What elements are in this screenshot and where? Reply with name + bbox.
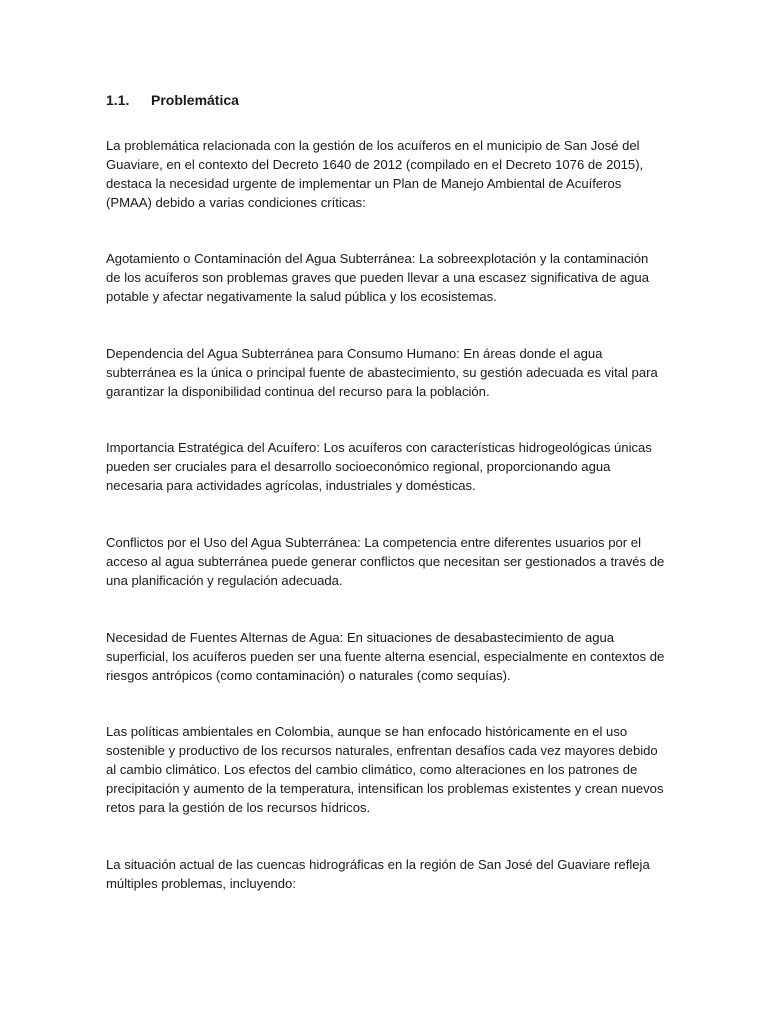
paragraph-importancia: Importancia Estratégica del Acuífero: Los acuíferos con características hidrogeológicas únicas pueden ser cruciales para el desarrollo socioeconómico regional, proporcionando agua necesaria para actividades agrícolas, industriales y domésticas. xyxy=(106,440,652,493)
section-number: 1.1. xyxy=(106,92,130,108)
paragraph-politicas: Las políticas ambientales en Colombia, aunque se han enfocado históricamente en el uso sostenible y productivo de los recursos naturales, enfrentan desafíos cada vez mayores debido al cambio climático. Los efectos del cambio climático, como alteraciones en los patrones de precipitación y aumento de la temperatura, intensifican los problemas existentes y crean nuevos retos para la gestión de los recursos hídricos. xyxy=(106,724,664,815)
paragraph-intro: La problemática relacionada con la gestión de los acuíferos en el municipio de San José del Guaviare, en el contexto del Decreto 1640 de 2012 (compilado en el Decreto 1076 de 2015), destaca la necesidad urgente de implementar un Plan de Manejo Ambiental de Acuíferos (PMAA) debido a varias condiciones críticas: xyxy=(106,138,644,210)
section-heading xyxy=(106,91,239,110)
paragraph-situacion: La situación actual de las cuencas hidrográficas en la región de San José del Guaviare refleja múltiples problemas, incluyendo: xyxy=(106,857,650,891)
paragraph-agotamiento: Agotamiento o Contaminación del Agua Subterránea: La sobreexplotación y la contaminación de los acuíferos son problemas graves que pueden llevar a una escasez significativa de agua potable y afectar negativamente la salud pública y los ecosistemas. xyxy=(106,251,650,304)
section-title: Problemática xyxy=(151,92,239,108)
paragraph-conflictos: Conflictos por el Uso del Agua Subterránea: La competencia entre diferentes usuarios por el acceso al agua subterránea puede generar conflictos que necesitan ser gestionados a través de una planificación y regulación adecuada. xyxy=(106,535,665,588)
paragraph-dependencia: Dependencia del Agua Subterránea para Consumo Humano: En áreas donde el agua subterránea es la única o principal fuente de abastecimiento, su gestión adecuada es vital para garantizar la disponibilidad continua del recurso para la población. xyxy=(106,346,658,399)
paragraph-fuentes-alternas: Necesidad de Fuentes Alternas de Agua: En situaciones de desabastecimiento de agua superficial, los acuíferos pueden ser una fuente alterna esencial, especialmente en contextos de riesgos antrópicos (como contaminación) o naturales (como sequías). xyxy=(106,630,665,683)
